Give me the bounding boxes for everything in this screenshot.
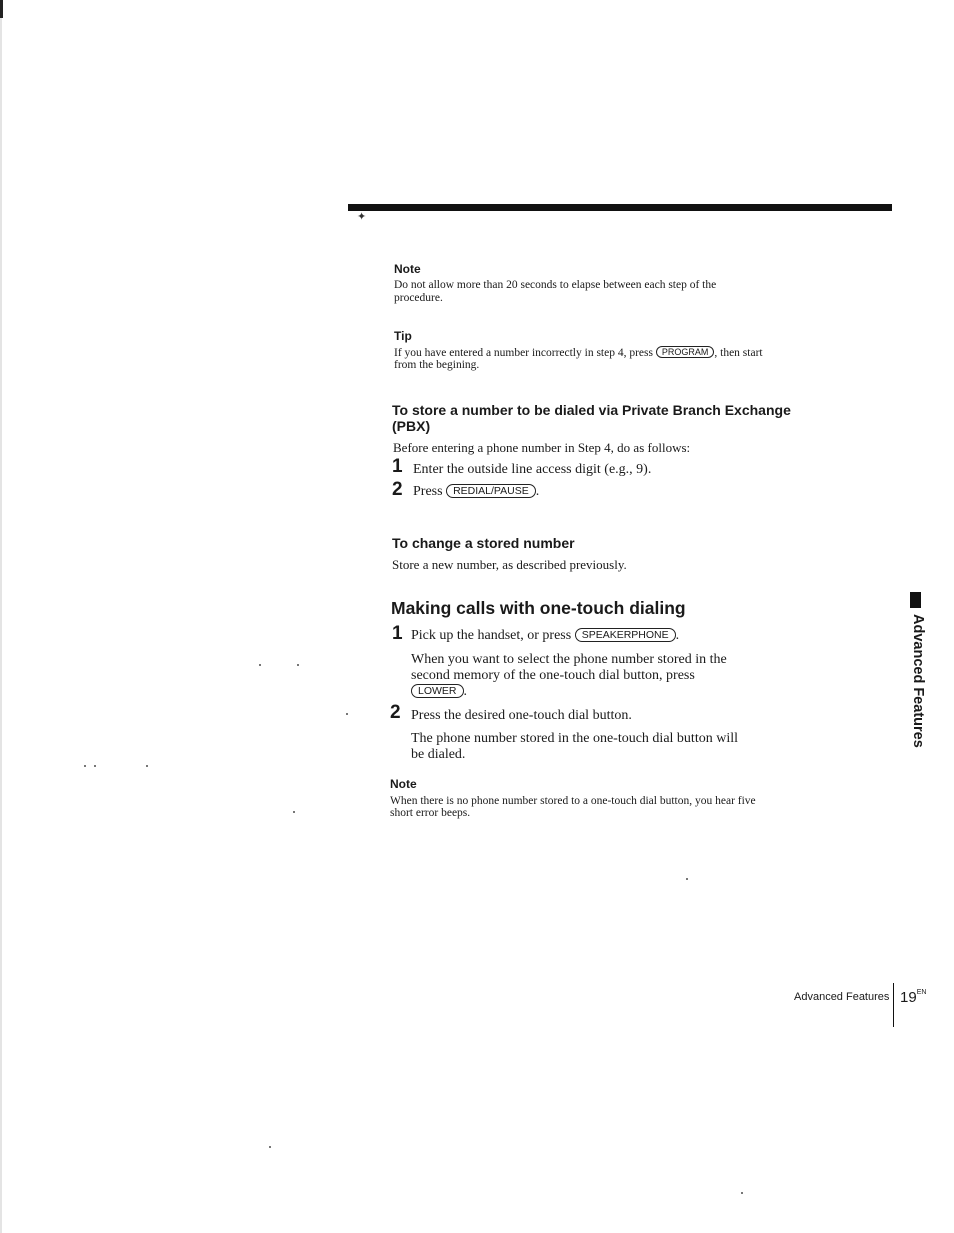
pbx-heading-line2: (PBX) — [392, 418, 431, 434]
pbx-step2-post: . — [535, 484, 540, 499]
pbx-step1-text: Enter the outside line access digit (e.g., 9). — [413, 462, 652, 477]
program-key: PROGRAM — [656, 346, 715, 358]
redial-pause-key: REDIAL/PAUSE — [446, 484, 536, 498]
tip-text-line1 — [394, 346, 763, 360]
onetouch-para2-line1: The phone number stored in the one-touch dial button will — [411, 731, 738, 746]
change-text: Store a new number, as described previously. — [392, 557, 627, 572]
page-edge — [0, 0, 2, 1233]
onetouch-step1-post: . — [675, 628, 680, 643]
footer-section: Advanced Features — [794, 991, 890, 1003]
scan-speck — [146, 765, 148, 767]
onetouch-step1-text — [411, 628, 679, 644]
tip-text-post: , then start — [714, 347, 763, 359]
onetouch-step2-number: 2 — [390, 702, 401, 723]
note2-text-line2: short error beeps. — [390, 807, 471, 819]
change-heading: To change a stored number — [392, 535, 575, 551]
scan-speck — [686, 878, 688, 880]
tip-label: Tip — [394, 329, 412, 343]
pbx-step2-number: 2 — [392, 479, 403, 500]
section-tab-label: Advanced Features — [910, 614, 926, 748]
page-number-suffix: EN — [916, 989, 927, 996]
note-text-line1: Do not allow more than 20 seconds to elapse between each step of the — [394, 279, 717, 291]
onetouch-para1-line1: When you want to select the phone number stored in the — [411, 652, 727, 667]
footer-divider — [893, 983, 894, 1027]
pbx-heading-line1: To store a number to be dialed via Private Branch Exchange — [392, 402, 791, 418]
onetouch-para1-post: . — [463, 684, 468, 699]
scan-speck — [346, 713, 348, 715]
section-tab-marker — [910, 592, 921, 608]
scan-speck — [293, 811, 295, 813]
scan-speck — [259, 664, 261, 666]
scan-speck — [269, 1146, 271, 1148]
onetouch-step2-text: Press the desired one-touch dial button. — [411, 708, 632, 723]
speakerphone-key: SPEAKERPHONE — [575, 628, 676, 642]
pbx-intro: Before entering a phone number in Step 4, do as follows: — [393, 440, 691, 455]
registration-mark-icon: ✦ — [357, 210, 367, 223]
onetouch-para2-line2: be dialed. — [411, 747, 466, 762]
pbx-step1-number: 1 — [392, 456, 403, 477]
onetouch-step1-pre: Pick up the handset, or press — [411, 628, 572, 643]
lower-key: LOWER — [411, 684, 464, 698]
pbx-step2-pre: Press — [413, 484, 443, 499]
header-rule — [348, 204, 892, 211]
scan-speck — [297, 664, 299, 666]
note2-label: Note — [390, 777, 417, 791]
page-edge-mark — [0, 0, 3, 18]
note-label: Note — [394, 262, 421, 276]
pbx-step2-text — [413, 484, 539, 500]
scan-speck — [84, 765, 86, 767]
note2-text-line1: When there is no phone number stored to a one-touch dial button, you hear five — [390, 795, 756, 807]
scan-speck — [94, 765, 96, 767]
onetouch-para1-line2: second memory of the one-touch dial button, press — [411, 668, 695, 683]
section-tab — [904, 614, 928, 764]
page-number — [900, 989, 926, 1006]
tip-text-pre: If you have entered a number incorrectly in step 4, press — [394, 347, 653, 359]
onetouch-heading: Making calls with one-touch dialing — [391, 598, 686, 618]
scan-speck — [741, 1192, 743, 1194]
tip-text-line2: from the begining. — [394, 359, 480, 371]
onetouch-para1-line3 — [411, 684, 467, 700]
page-number-value: 19 — [900, 989, 917, 1006]
note-text-line2: procedure. — [394, 292, 443, 304]
onetouch-step1-number: 1 — [392, 623, 403, 644]
